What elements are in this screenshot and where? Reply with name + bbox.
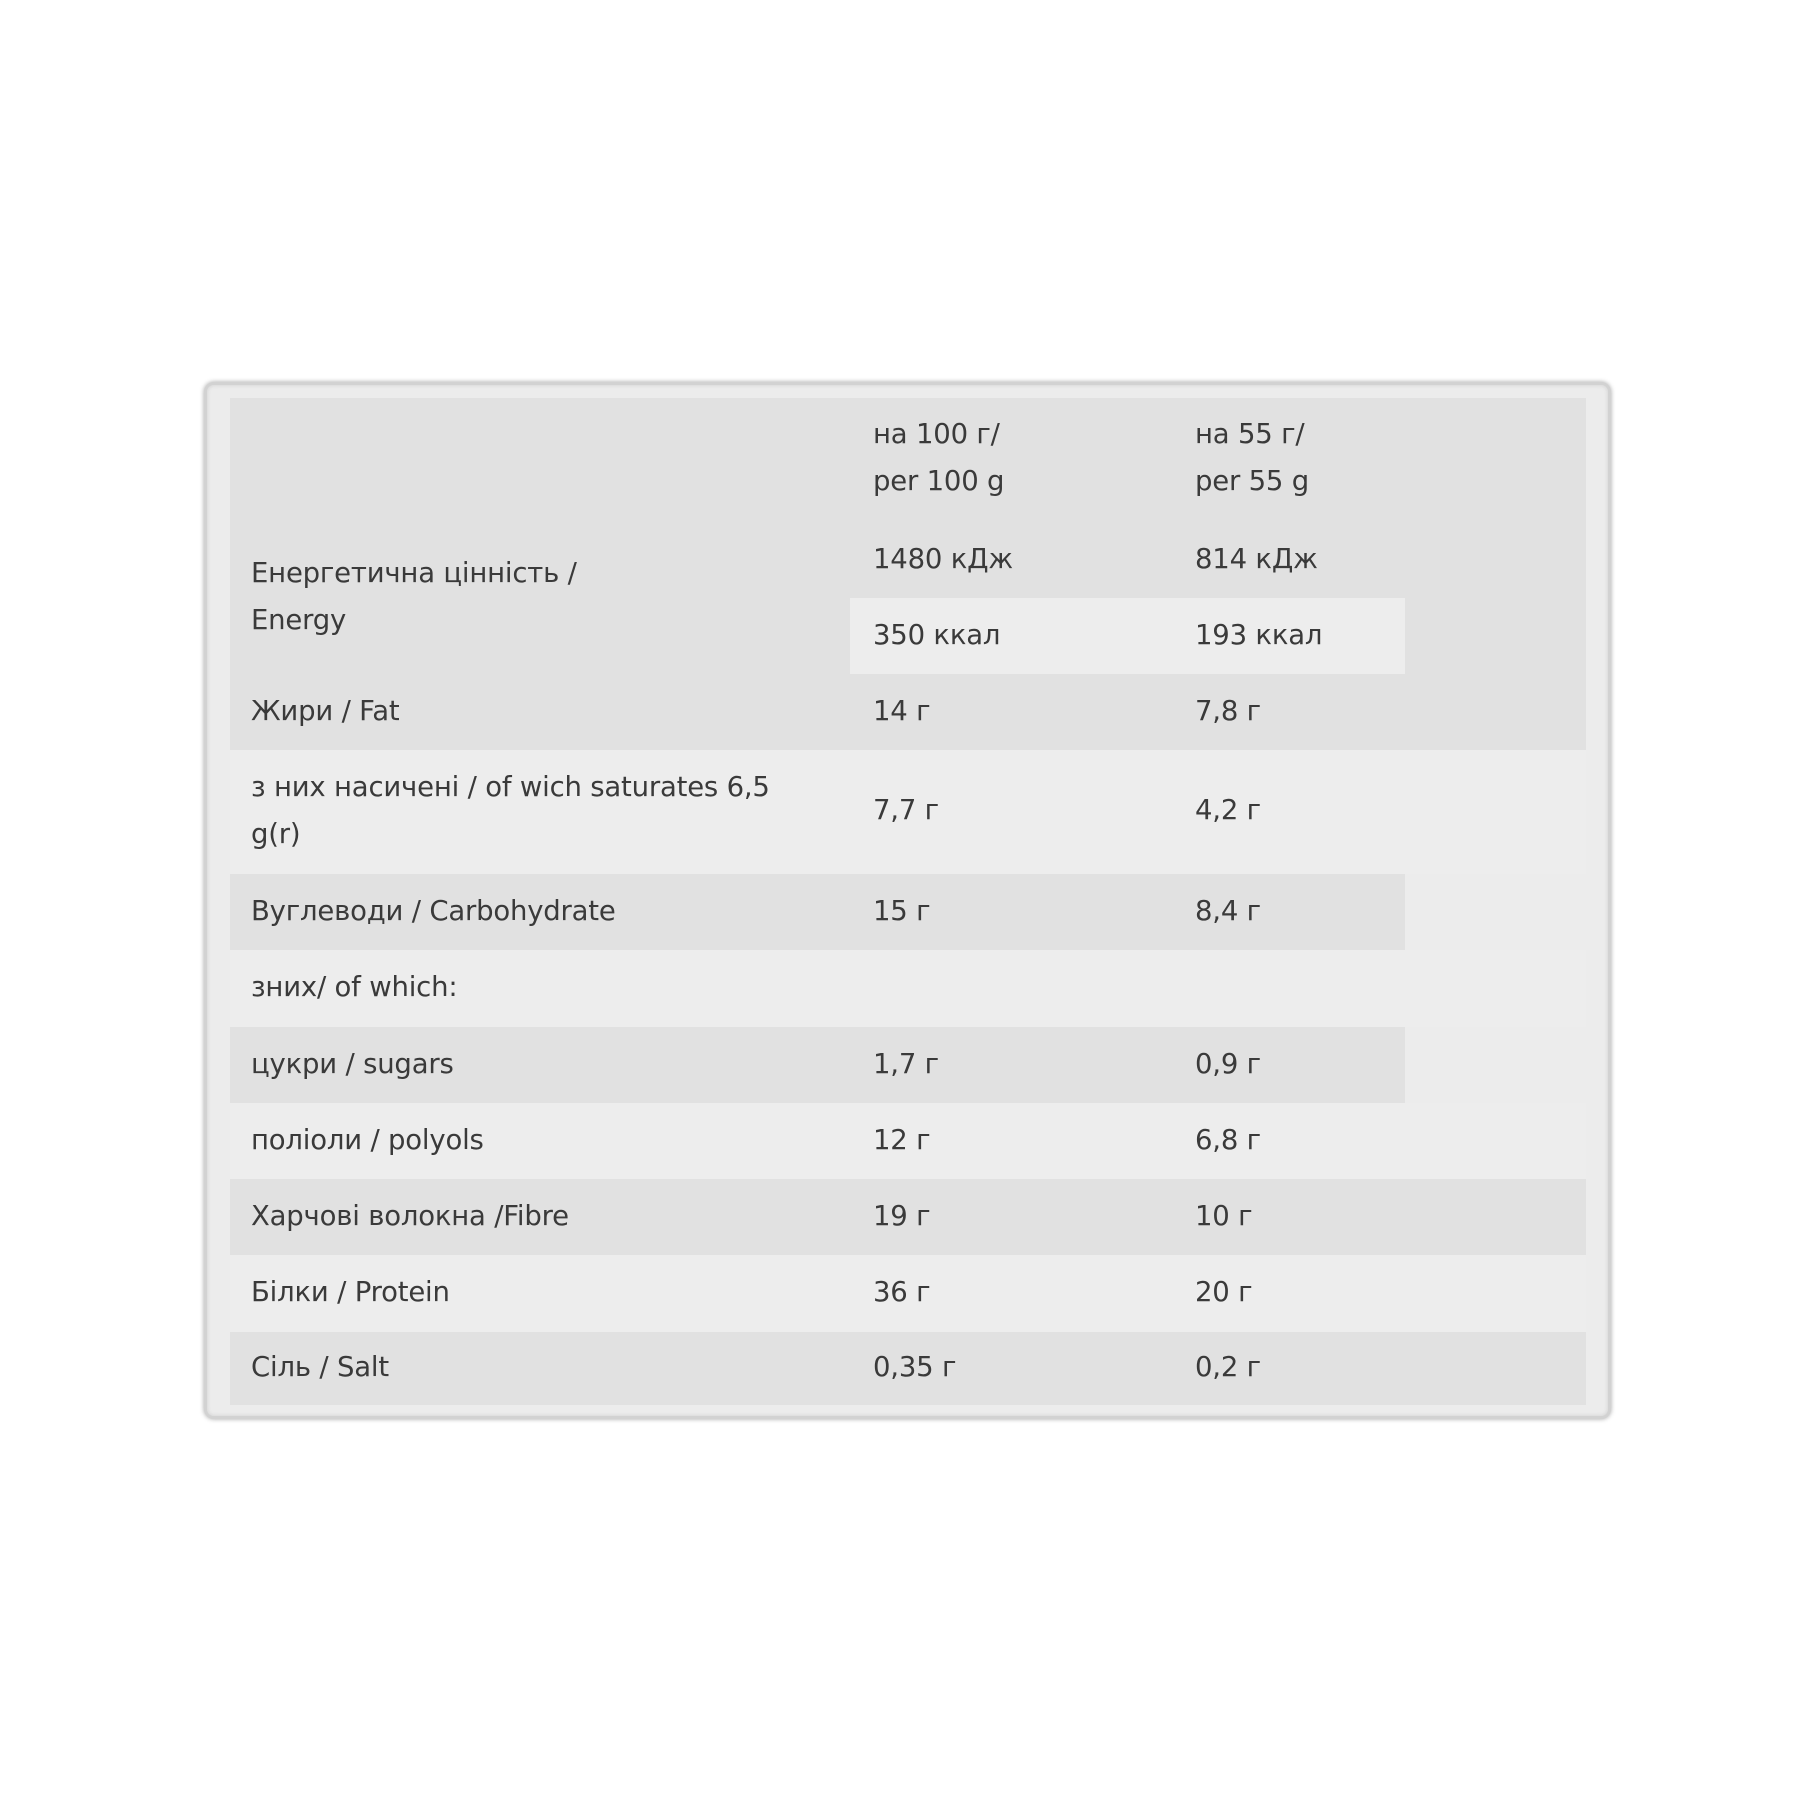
protein-label: Білки / Protein [251, 1276, 450, 1308]
energy-kcal-per55: 193 ккал [1195, 619, 1323, 651]
saturates-per55: 4,2 г [1195, 794, 1261, 826]
fat-per55: 7,8 г [1195, 695, 1261, 727]
polyols-per100: 12 г [873, 1124, 931, 1156]
salt-label: Сіль / Salt [251, 1351, 389, 1383]
energy-kj-per55: 814 кДж [1195, 543, 1318, 575]
polyols-per55: 6,8 г [1195, 1124, 1261, 1156]
saturates-per100: 7,7 г [873, 794, 939, 826]
carbohydrate-per100: 15 г [873, 895, 931, 927]
saturates-label-line2: g(r) [251, 818, 301, 850]
saturates-label-line1: з них насичені / of wich saturates 6,5 [251, 771, 770, 803]
carbohydrate-per55: 8,4 г [1195, 895, 1261, 927]
carbohydrate-label: Вуглеводи / Carbohydrate [251, 895, 616, 927]
fibre-per55: 10 г [1195, 1200, 1253, 1232]
sugars-per55: 0,9 г [1195, 1048, 1261, 1080]
fibre-per100: 19 г [873, 1200, 931, 1232]
energy-kcal-per100: 350 ккал [873, 619, 1001, 651]
salt-per100: 0,35 г [873, 1351, 957, 1383]
polyols-label: поліоли / polyols [251, 1124, 484, 1156]
header-per55-line2: per 55 g [1195, 465, 1310, 497]
fat-per100: 14 г [873, 695, 931, 727]
header-per100-line2: per 100 g [873, 465, 1005, 497]
nutrition-table [230, 398, 1586, 1405]
sugars-label: цукри / sugars [251, 1048, 454, 1080]
header-per100-line1: на 100 г/ [873, 418, 1000, 450]
fibre-label: Харчові волокна /Fibre [251, 1200, 569, 1232]
energy-label-line2: Energy [251, 604, 347, 636]
energy-kj-per100: 1480 кДж [873, 543, 1013, 575]
salt-per55: 0,2 г [1195, 1351, 1261, 1383]
energy-label-line1: Енергетична цінність / [251, 557, 577, 589]
protein-per100: 36 г [873, 1276, 931, 1308]
sugars-per100: 1,7 г [873, 1048, 939, 1080]
fat-label: Жири / Fat [251, 695, 400, 727]
protein-per55: 20 г [1195, 1276, 1253, 1308]
of-which-label: зних/ of which: [251, 971, 458, 1003]
header-per55-line1: на 55 г/ [1195, 418, 1305, 450]
